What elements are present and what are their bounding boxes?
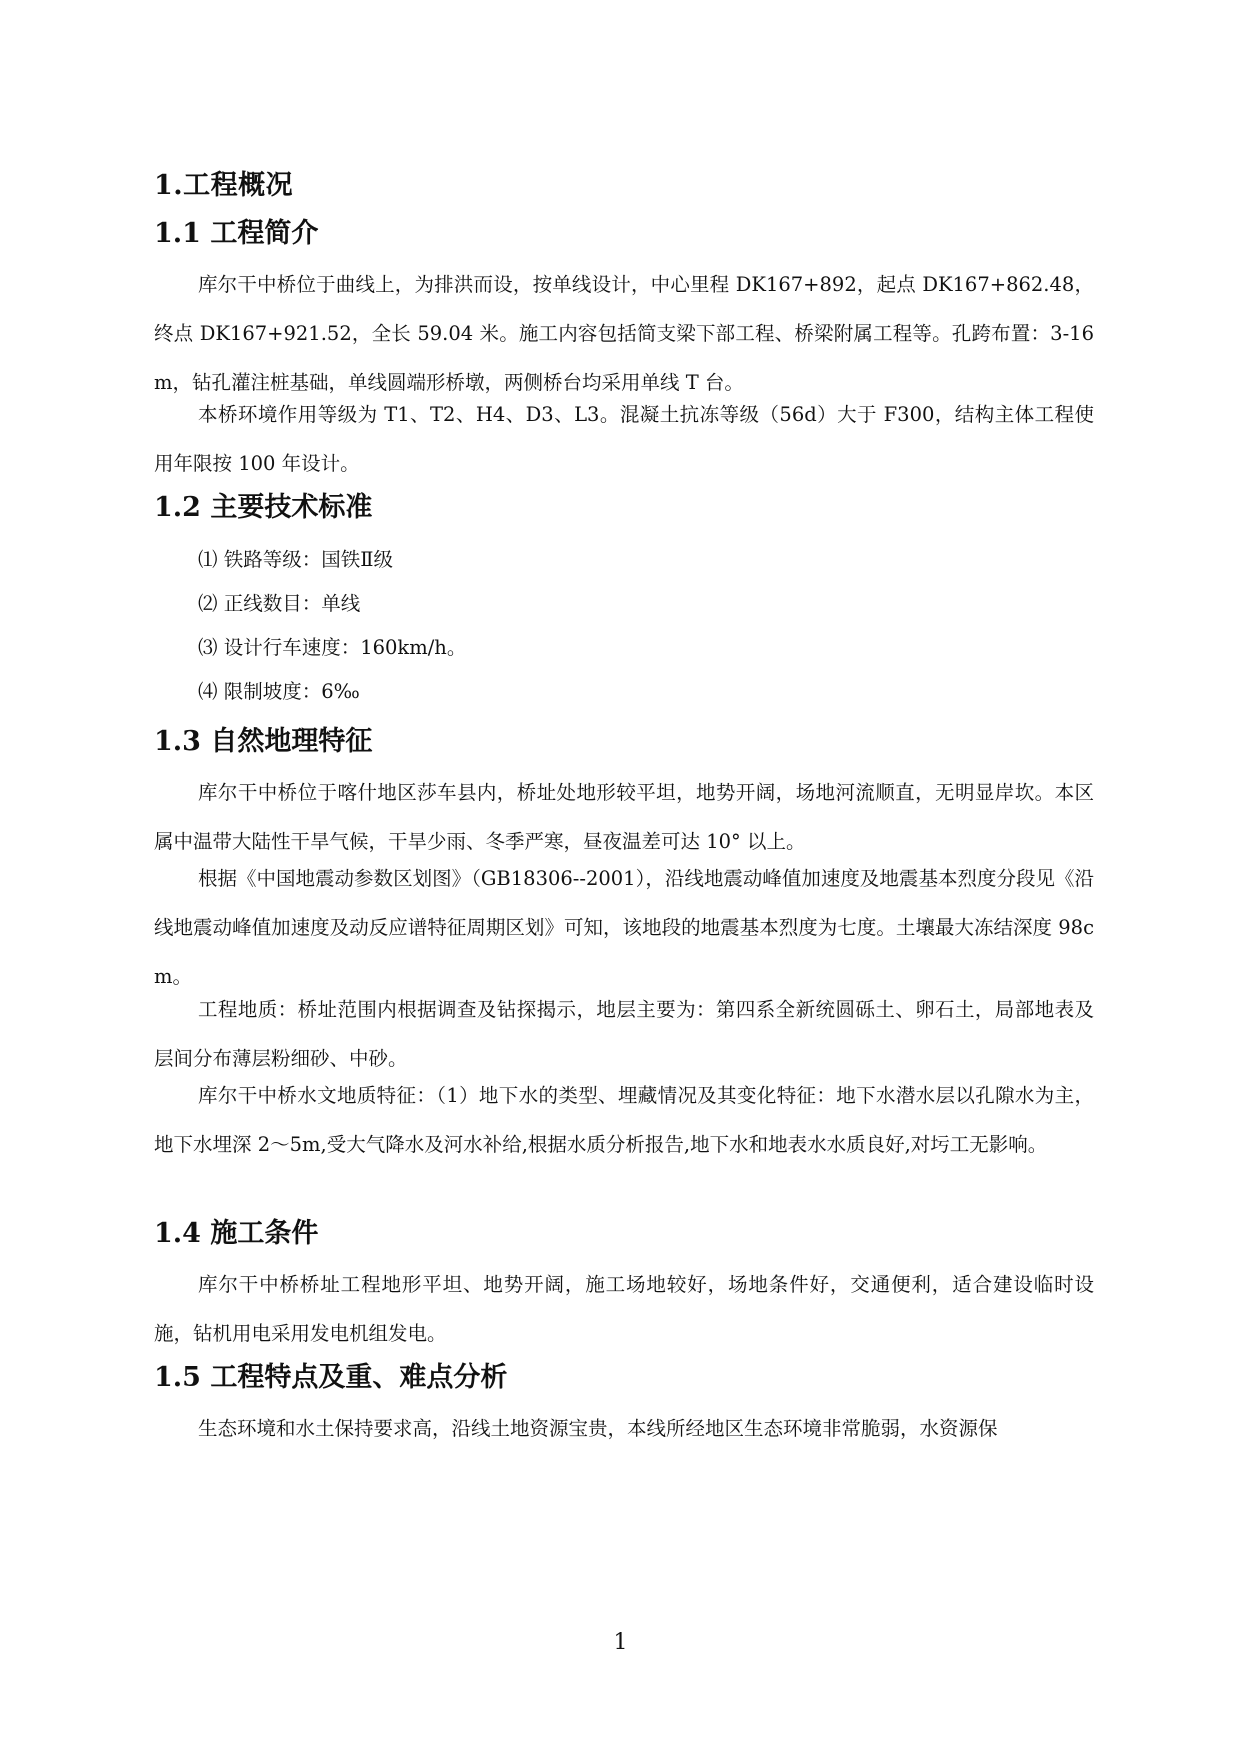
list-item-main-lines: ⑵ 正线数目：单线 [198,592,361,615]
section-heading-1-5: 1.5 工程特点及重、难点分析 [154,1362,508,1393]
paragraph-seismic: 根据《中国地震动参数区划图》（GB18306--2001），沿线地震动峰值加速度及地震基本烈度分段见《沿线地震动峰值加速度及动反应谱特征周期区划》可知，该地段的地震基本烈度为七度。土壤最大冻结深度 98cm。 [154,867,1094,988]
list-item-ruling-gradient: ⑷ 限制坡度：6‰ [198,680,360,703]
section-heading-1: 1.工程概况 [154,170,294,201]
section-heading-1-4: 1.4 施工条件 [154,1218,319,1249]
paragraph-construction-conditions: 库尔干中桥桥址工程地形平坦、地势开阔，施工场地较好，场地条件好，交通便利，适合建设临时设施，钻机用电采用发电机组发电。 [154,1273,1094,1345]
paragraph-hydrogeology: 库尔干中桥水文地质特征：（1）地下水的类型、埋藏情况及其变化特征：地下水潜水层以孔隙水为主，地下水埋深 2～5m,受大气降水及河水补给,根据水质分析报告,地下水和地表水水质良好,对圬工无影响。 [154,1084,1094,1156]
section-heading-1-1: 1.1 工程简介 [154,218,319,249]
page-number: 1 [613,1630,628,1655]
paragraph-geography: 库尔干中桥位于喀什地区莎车县内，桥址处地形较平坦，地势开阔，场地河流顺直，无明显岸坎。本区属中温带大陆性干旱气候，干旱少雨、冬季严寒，昼夜温差可达 10° 以上。 [154,781,1094,853]
paragraph-project-characteristics: 生态环境和水土保持要求高，沿线土地资源宝贵，本线所经地区生态环境非常脆弱，水资源保 [198,1417,998,1440]
list-item-railway-grade: ⑴ 铁路等级：国铁Ⅱ级 [198,548,393,571]
paragraph-environment-grade: 本桥环境作用等级为 T1、T2、H4、D3、L3。混凝土抗冻等级（56d）大于 F300，结构主体工程使用年限按 100 年设计。 [154,403,1094,475]
document-page [154,0,1094,1754]
list-item-design-speed: ⑶ 设计行车速度：160km/h。 [198,636,467,659]
section-heading-1-3: 1.3 自然地理特征 [154,726,373,757]
paragraph-engineering-geology: 工程地质：桥址范围内根据调查及钻探揭示，地层主要为：第四系全新统圆砾土、卵石土，局部地表及层间分布薄层粉细砂、中砂。 [154,998,1094,1070]
paragraph-project-intro: 库尔干中桥位于曲线上，为排洪而设，按单线设计，中心里程 DK167+892，起点 DK167+862.48，终点 DK167+921.52，全长 59.04 米。施工内容包括简支梁下部工程、桥梁附属工程等。孔跨布置：3-16m，钻孔灌注桩基础，单线圆端形桥墩，两侧桥台均采用单线 T 台。 [154,273,1094,394]
section-heading-1-2: 1.2 主要技术标准 [154,492,373,523]
